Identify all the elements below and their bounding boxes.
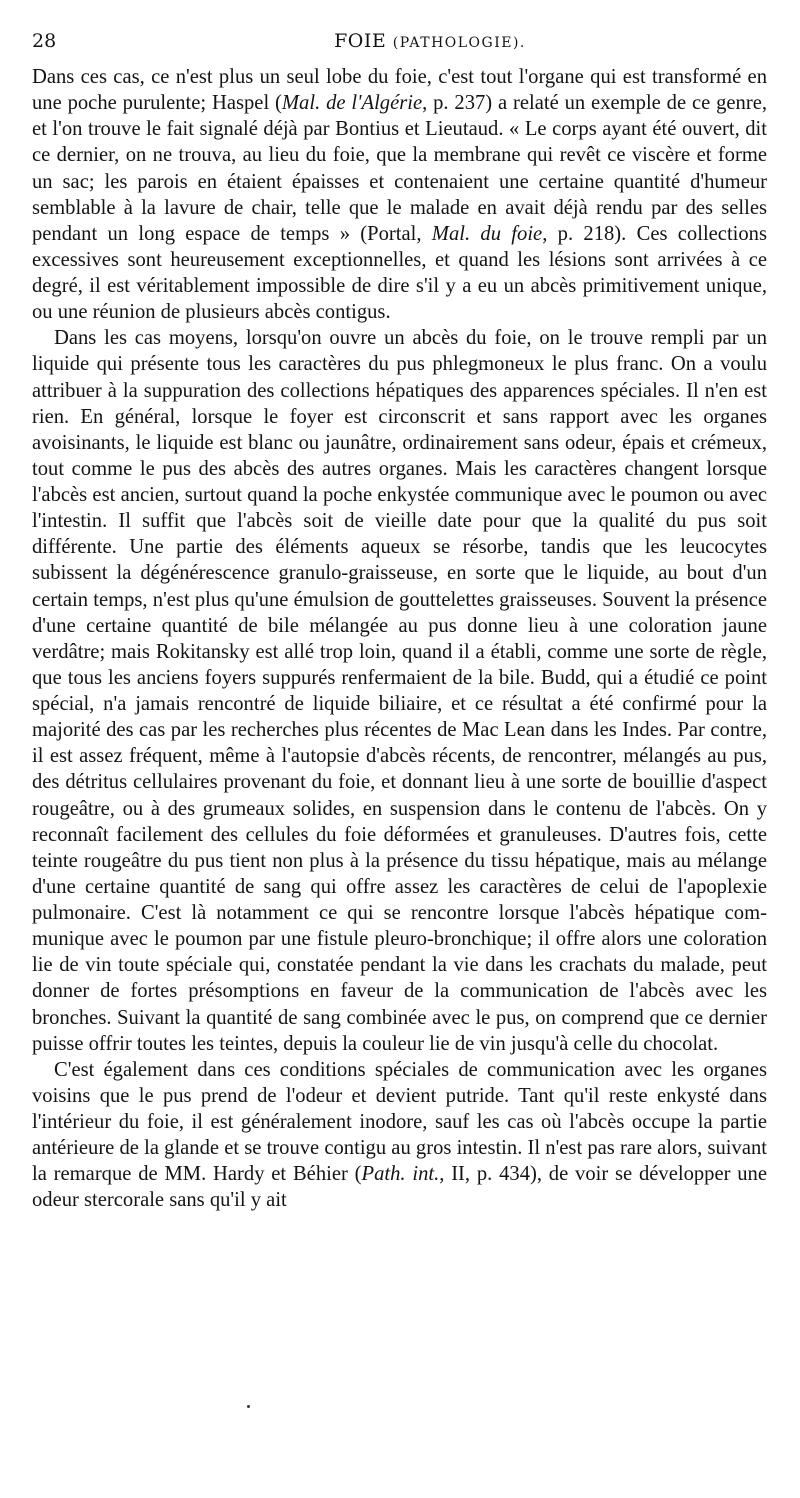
text-run: , p. 218). Ces collections excessives sont heureusement exceptionnelles, et quand les lésions sont arrivées à ce degré, il est véritablement impossible de dire s'il y a eu un abcès primitivement unique, ou une réunion de plusieurs abcès contigus. <box>32 222 767 324</box>
citation-title: Path. int. <box>361 1163 440 1186</box>
paragraph-1 <box>32 64 767 325</box>
paragraph-2 <box>32 325 767 1057</box>
text-run: , p. 237) a relaté un exemple de ce genre, et l'on trouve le fait signalé déjà par Bontius et Lieutaud. « Le corps ayant été ouvert, dit ce dernier, on ne trouva, au lieu du foie, que la membrane qui revêt ce viscère et forme un sac; les parois en étaient épaisses et contenaient une certaine quantité d'humeur semblable à la lavure de chair, telle que le malade en avait déjà rendu par des selles pendant un long espace de temps » (Portal, <box>32 92 767 245</box>
print-speck <box>247 1405 250 1408</box>
running-title-main: FOIE <box>334 30 387 52</box>
citation-title: Mal. de l'Algérie <box>281 92 423 115</box>
text-run: Dans les cas moyens, lorsqu'on ouvre un abcès du foie, on le trouve rempli par un liquide qui présente tous les caractères du pus phlegmoneux le plus franc. On a voulu attribuer à la suppuration des collections hépatiques des apparences spéciales. Il n'en est rien. En général, lorsque le foyer est circonscrit et sans rapport avec les organes avoisinants, le liquide est blanc ou jaunâtre, ordinairement sans odeur, épais et crémeux, tout comme le pus des abcès des autres organes. Mais les caractères changent lorsque l'abcès est ancien, surtout quand la poche enkystée communique avec le poumon ou avec l'intestin. Il suffit que l'abcès soit de vieille date pour que la qualité du pus soit différente. Une partie des éléments aqueux se résorbe, tandis que les leucocytes subissent la dégénérescence granulo-graisseuse, en sorte que le liquide, au bout d'un certain temps, n'est plus qu'une émulsion de gouttelettes graisseuses. Souvent la présence d'une certaine quantité de bile mélangée au pus donne lieu à une coloration jaune verdâtre; mais Rokitansky est allé trop loin, quand il a établi, comme une sorte de règle, que tous les anciens foyers suppurés renfermaient de la bile. Budd, qui a étudié ce point spécial, n'a jamais rencontré de liquide biliaire, et ce résultat a été confirmé pour la majorité des cas par les recherches plus récentes de Mac Lean dans les Indes. Par contre, il est assez fréquent, même à l'autopsie d'abcès récents, de rencontrer, mélangés au pus, des détritus cellulaires provenant du foie, et donnant lieu à une sorte de bouillie d'aspect rougeâtre, ou à des grumeaux solides, en suspension dans le contenu de l'abcès. On y reconnaît facilement des cellules du foie déformées et granuleuses. D'autres fois, cette teinte rougeâtre du pus tient non plus à la présence du tissu hépatique, mais au mélange d'une certaine quantité de sang qui offre assez les caractères de celui de l'apoplexie pulmonaire. C'est là notamment ce qui se rencontre lorsque l'abcès hépatique communique avec le poumon par une fistule pleuro-bronchique; il offre alors une coloration lie de vin toute spéciale qui, constatée pendant la vie dans les crachats du malade, peut donner de fortes présomptions en faveur de la communication de l'abcès avec les bronches. Suivant la quantité de sang combinée avec le pus, on comprend que ce dernier puisse offrir toutes les teintes, depuis la couleur lie de vin jusqu'à celle du chocolat. <box>32 327 767 1055</box>
text-run: Dans ces cas, ce n'est plus un seul lobe du foie, c'est tout l'organe qui est transformé en une poche purulente; Haspel ( <box>32 66 767 115</box>
running-header <box>32 28 768 54</box>
text-run: C'est également dans ces conditions spéciales de communication avec les organes voisins que le pus prend de l'odeur et devient putride. Tant qu'il reste enkysté dans l'intérieur du foie, il est généralement inodore, sauf les cas où l'abcès occupe la partie antérieure de la glande et se trouve contigu au gros intestin. Il n'est pas rare alors, suivant la remarque de MM. Hardy et Béhier ( <box>32 1058 767 1186</box>
page-number: 28 <box>32 30 57 52</box>
text-run: , II, p. 434), de voir se développer une odeur stercorale sans qu'il y ait <box>32 1163 767 1212</box>
paragraph-3 <box>32 1057 767 1214</box>
citation-title: Mal. du foie <box>431 222 543 245</box>
body-text <box>32 64 767 1214</box>
running-title-subtitle: (PATHOLOGIE). <box>392 35 526 51</box>
running-title <box>32 28 768 56</box>
